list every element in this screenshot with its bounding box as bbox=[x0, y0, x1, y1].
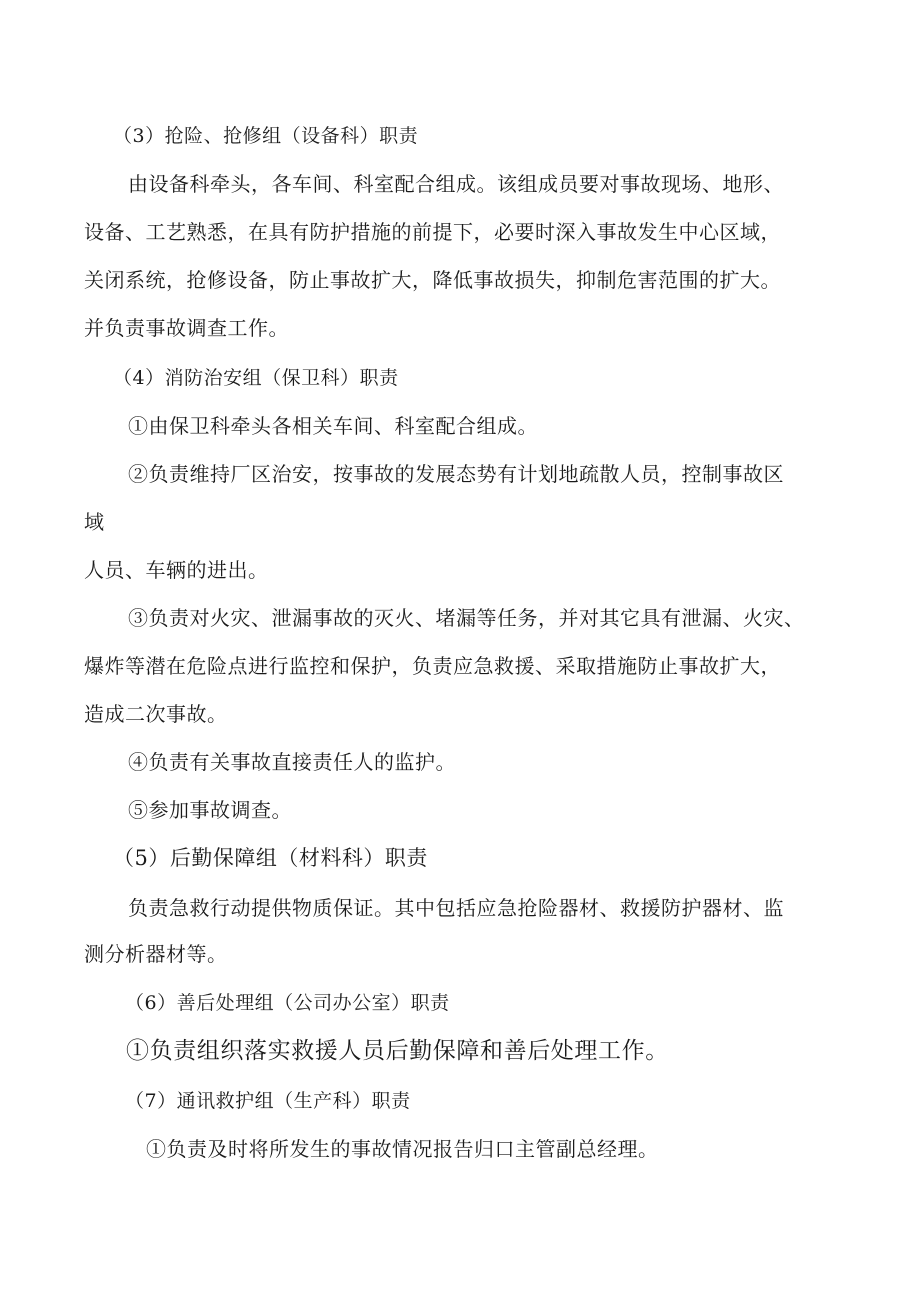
section-3-paragraph-line: 由设备科牵头，各车间、科室配合组成。该组成员要对事故现场、地形、 bbox=[128, 172, 784, 196]
section-3-paragraph-line: 关闭系统，抢修设备，防止事故扩大，降低事故损失，抑制危害范围的扩大。 bbox=[84, 268, 781, 292]
section-7-heading: （7）通讯救护组（生产科）职责 bbox=[125, 1090, 411, 1112]
section-4-item-3-cont: 造成二次事故。 bbox=[84, 702, 228, 726]
section-4-item-5: ⑤参加事故调查。 bbox=[128, 798, 292, 822]
section-5-paragraph-line: 测分析器材等。 bbox=[84, 942, 228, 966]
section-3-paragraph-line: 并负责事故调查工作。 bbox=[84, 316, 289, 340]
section-4-item-3: ③负责对火灾、泄漏事故的灭火、堵漏等任务，并对其它具有泄漏、火灾、 bbox=[128, 606, 805, 630]
section-3-paragraph-line: 设备、工艺熟悉，在具有防护措施的前提下，必要时深入事故发生中心区域， bbox=[84, 220, 781, 244]
section-6-heading: （6）善后处理组（公司办公室）职责 bbox=[125, 992, 450, 1014]
section-4-item-3-cont: 爆炸等潜在危险点进行监控和保护，负责应急救援、采取措施防止事故扩大， bbox=[84, 654, 781, 678]
section-4-item-2: ②负责维持厂区治安，按事故的发展态势有计划地疏散人员，控制事故区 bbox=[128, 462, 784, 486]
section-5-paragraph-line: 负责急救行动提供物质保证。其中包括应急抢险器材、救援防护器材、监 bbox=[128, 896, 784, 920]
section-4-item-4: ④负责有关事故直接责任人的监护。 bbox=[128, 750, 456, 774]
section-4-heading: （4）消防治安组（保卫科）职责 bbox=[113, 367, 399, 389]
section-7-item-1: ①负责及时将所发生的事故情况报告归口主管副总经理。 bbox=[146, 1137, 659, 1161]
section-4-item-2-cont: 人员、车辆的进出。 bbox=[84, 558, 269, 582]
section-4-item-2-cont: 域 bbox=[84, 510, 105, 534]
section-3-heading: （3）抢险、抢修组（设备科）职责 bbox=[113, 125, 419, 147]
section-5-heading: （5）后勤保障组（材料科）职责 bbox=[113, 846, 428, 870]
section-4-item-1: ①由保卫科牵头各相关车间、科室配合组成。 bbox=[128, 414, 538, 438]
section-6-item-1: ①负责组织落实救援人员后勤保障和善后处理工作。 bbox=[126, 1038, 669, 1064]
